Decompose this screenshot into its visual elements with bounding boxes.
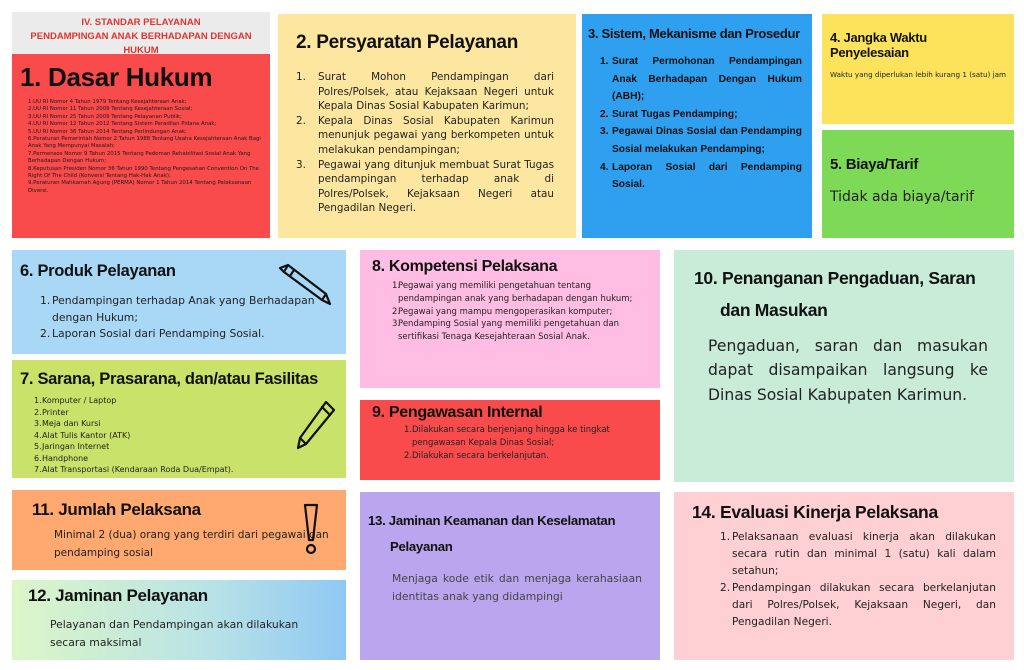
list-number: 2.: [40, 327, 51, 341]
list-number: 1.: [720, 531, 731, 543]
card-text: Pengaduan, saran dan masukan dapat disampaikan langsung ke Dinas Sosial Kabupaten Karimun.: [708, 337, 988, 404]
list-text: Jaringan Internet: [42, 442, 110, 451]
evaluation-list: [692, 529, 996, 631]
list-text: Komputer / Laptop: [42, 396, 117, 405]
card-pengawasan: [360, 400, 660, 480]
list-text: Pendampingan dilakukan secara berkelanjutan dari Polres/Polsek, Kejaksaan Negeri, dan Pengadilan Negeri.: [732, 582, 996, 628]
card-title: 12. Jaminan Pelayanan: [28, 586, 208, 605]
list-item: [20, 441, 336, 453]
card-title: 11. Jumlah Pelaksana: [32, 500, 201, 519]
list-text: Pegawai yang memiliki pengetahuan tentang pendampingan anak yang berhadapan dengan hukum;: [398, 281, 633, 304]
card-sarana-prasarana: [12, 360, 346, 478]
card-biaya: [822, 130, 1014, 238]
list-number: 2.: [34, 407, 42, 417]
card-title: 6. Produk Pelayanan: [20, 262, 176, 280]
list-item: [372, 450, 648, 463]
list-text: Pendampingan terhadap Anak yang Berhadapan dengan Hukum;: [52, 294, 315, 324]
card-dasar-hukum: [12, 54, 270, 238]
list-item: [20, 418, 336, 430]
list-item: 3.UU RI Nomor 25 Tahun 2009 Tentang Pelayanan Publik;: [28, 113, 182, 120]
list-item: [372, 280, 648, 306]
list-number: 1.: [600, 56, 609, 67]
card-jangka-waktu: [822, 14, 1014, 124]
card-title-line-1: 10. Penanganan Pengaduan, Saran: [694, 268, 976, 288]
list-text: Surat Tugas Pendamping;: [612, 108, 738, 120]
list-item: [588, 106, 802, 124]
list-text: Printer: [42, 407, 69, 417]
card-pengaduan: [674, 250, 1014, 482]
list-number: 2.: [600, 108, 609, 120]
card-title: 7. Sarana, Prasarana, dan/atau Fasilitas: [20, 370, 318, 388]
list-number: 6.: [34, 453, 42, 463]
list-item: 9.Peraturan Mahkamah Agung (PERMA) Nomor 1 Tahun 2014 Tentang Pelaksanaan Diversi.: [28, 180, 252, 194]
list-number: 2.: [296, 114, 306, 127]
list-item: 7.Permensos Nomor 9 Tahun 2015 Tentang Pedoman Rehabilitasi Sosial Anak Yang Berhadapan Dengan Hukum;: [28, 150, 251, 165]
card-title: 3. Sistem, Mekanisme dan Prosedur: [588, 26, 800, 41]
list-item: [588, 159, 802, 194]
list-text: Alat Tulis Kantor (ATK): [42, 430, 131, 440]
list-item: [20, 395, 336, 407]
list-item: 1.UU RI Nomor 4 Tahun 1979 Tentang Kesejahteraan Anak;: [28, 99, 187, 105]
card-title: 9. Pengawasan Internal: [372, 404, 543, 421]
list-item: 6.Peraturan Pemerintah Nomor 2 Tahun 1988 Tentang Usaha Kesejahteraan Anak Bagi Anak Yang Mempunyai Masalah;: [28, 136, 261, 150]
card-produk-pelayanan: [12, 250, 346, 354]
card-title: 5. Biaya/Tarif: [830, 156, 919, 173]
card-evaluasi-kinerja: [674, 492, 1014, 660]
list-text: Dilakukan secara berjenjang hingga ke tingkat pengawasan Kepala Dinas Sosial;: [412, 425, 610, 448]
list-number: 4.: [34, 430, 42, 440]
list-item: [296, 114, 554, 158]
list-number: 3.: [600, 126, 609, 138]
list-text: Pegawai yang ditunjuk membuat Surat Tugas pendampingan terhadap anak di Polres/Polsek, Kejaksaan Negeri atau Pengadilan Negeri.: [318, 158, 554, 215]
competence-list: [372, 280, 648, 344]
list-item: [20, 407, 336, 419]
law-list: [20, 99, 264, 195]
list-number: 1.: [34, 396, 42, 405]
card-jaminan-keamanan: [360, 492, 660, 660]
card-persyaratan: [278, 14, 576, 238]
facility-list: [20, 395, 336, 476]
card-jaminan-pelayanan: [12, 580, 346, 660]
list-text: Laporan Sosial dari Pendamping Sosial.: [612, 161, 802, 191]
list-item: [588, 123, 802, 158]
list-number: 1.: [296, 71, 306, 83]
list-text: Laporan Sosial dari Pendamping Sosial.: [52, 327, 265, 341]
card-title: [368, 508, 642, 560]
list-item: [20, 430, 336, 442]
list-text: Pegawai yang mampu mengoperasikan komputer;: [398, 306, 613, 317]
procedure-list: [588, 53, 802, 194]
card-text: Menjaga kode etik dan menjaga kerahasiaan identitas anak yang didampingi: [392, 572, 642, 603]
list-item: [20, 326, 336, 343]
card-text: Tidak ada biaya/tarif: [830, 189, 975, 205]
pen-icon: [276, 262, 332, 306]
list-number: 3.: [392, 319, 401, 330]
card-title-line-2: Pelayanan: [390, 539, 453, 554]
exclamation-icon: [300, 502, 322, 558]
card-title: 14. Evaluasi Kinerja Pelaksana: [692, 502, 938, 522]
card-text: Waktu yang diperlukan lebih kurang 1 (satu) jam: [830, 70, 1007, 79]
list-item: [588, 53, 802, 106]
list-item: [296, 70, 554, 114]
list-text: Pegawai Dinas Sosial dan Pendamping Sosial melakukan Pendamping;: [612, 126, 802, 155]
list-text: Pendamping Sosial yang memiliki pengetahuan dan sertifikasi Tenaga Kesejahteraan Sosial Anak.: [398, 319, 620, 343]
list-item: [20, 453, 336, 465]
list-item: [296, 158, 554, 216]
header-line-2: PENDAMPINGAN ANAK BERHADAPAN DENGAN HUKUM: [30, 31, 252, 54]
list-number: 1.: [404, 425, 413, 435]
list-number: 1.: [392, 281, 401, 291]
requirement-list: [296, 70, 554, 216]
card-kompetensi: [360, 250, 660, 388]
list-item: 2.UU RI Nomor 11 Tahun 2009 Tentang Kesejahteraan Sosial;: [28, 106, 193, 113]
list-text: Surat Permohonan Pendampingan Anak Berhadapan Dengan Hukum (ABH);: [612, 56, 802, 103]
header-line-1: IV. STANDAR PELAYANAN: [81, 17, 201, 28]
list-text: Handphone: [42, 453, 89, 463]
card-text: Minimal 2 (dua) orang yang terdiri dari pegawai dan pendamping sosial: [54, 529, 329, 559]
card-jumlah-pelaksana: [12, 490, 346, 570]
list-text: Pelaksanaan evaluasi kinerja akan dilakukan secara rutin dan minimal 1 (satu) kali dalam setahun;: [732, 531, 996, 577]
list-item: [20, 464, 336, 476]
list-item: 8.Keputusan Presiden Nomor 36 Tahun 1990 Tentang Pengesahan Convention On The Right Of The Child (Konversi Tentang Hak-Hak Anak);: [28, 165, 259, 180]
page-header: [12, 12, 270, 54]
list-item: 5.UU RI Nomor 36 Tahun 2014 Tentang Perlindungan Anak;: [28, 128, 187, 135]
supervision-list: [372, 424, 648, 463]
list-item: [692, 580, 996, 631]
list-number: 5.: [34, 442, 42, 451]
list-number: 3.: [296, 158, 306, 171]
list-text: Kepala Dinas Sosial Kabupaten Karimun menunjuk pegawai yang berkompeten untuk melakukan pendampingan;: [318, 114, 554, 156]
card-title-line-2: dan Masukan: [720, 300, 828, 320]
list-number: 2.: [404, 451, 413, 461]
card-title: [694, 262, 988, 326]
card-title: 1. Dasar Hukum: [20, 62, 213, 92]
list-text: Surat Mohon Pendampingan dari Polres/Polsek, atau Kejaksaan Negeri untuk Kepala Dinas Sosial Kabupaten Karimun;: [318, 71, 554, 113]
list-item: [372, 318, 648, 344]
list-number: 1.: [40, 294, 51, 307]
list-item: [372, 306, 648, 319]
card-title-line-1: 13. Jaminan Keamanan dan Keselamatan: [368, 513, 616, 528]
list-text: Alat Transportasi (Kendaraan Roda Dua/Empat).: [42, 465, 234, 474]
list-number: 3.: [34, 419, 42, 428]
list-number: 4.: [600, 161, 609, 173]
card-title: 2. Persyaratan Pelayanan: [296, 32, 518, 53]
list-number: 2.: [720, 582, 731, 594]
list-item: [372, 424, 648, 450]
card-title: 8. Kompetensi Pelaksana: [372, 258, 558, 275]
list-number: 2.: [392, 306, 401, 317]
list-number: 7.: [34, 465, 42, 474]
list-text: Meja dan Kursi: [42, 419, 101, 428]
card-title: 4. Jangka Waktu Penyelesaian: [830, 30, 927, 60]
list-item: 4.UU RI Nomor 12 Tahun 2012 Tentang Sistem Peradilan Pidana Anak;: [28, 121, 217, 128]
pencil-icon: [292, 398, 338, 454]
card-sistem-mekanisme: [582, 14, 812, 238]
list-text: Dilakukan secara berkelanjutan.: [412, 451, 549, 461]
card-text: Pelayanan dan Pendampingan akan dilakukan secara maksimal: [50, 618, 299, 649]
list-item: [692, 529, 996, 580]
